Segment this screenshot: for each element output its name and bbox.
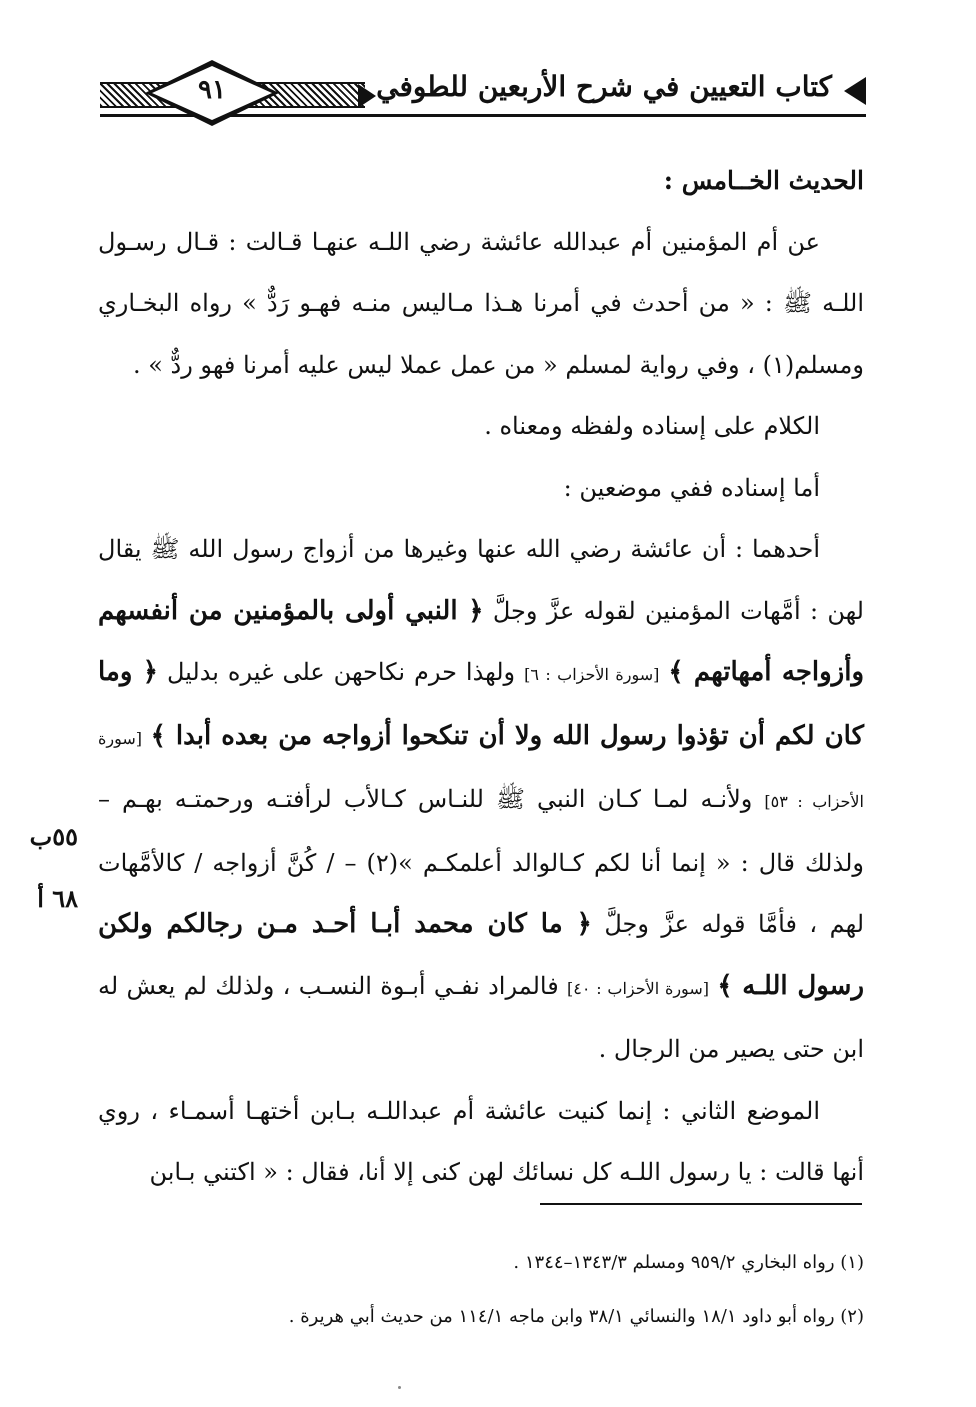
margin-manuscript-ref: ٦٨ أ	[37, 884, 78, 913]
footnotes	[150, 1236, 864, 1344]
footnote-item: (٢) رواه أبو داود ١٨/١ والنسائي ٣٨/١ وابن ماجه ١١٤/١ من حديث أبي هريرة .	[288, 1306, 864, 1327]
text-run: أحدهما : أن عائشة رضي الله عنها وغيرها من أزواج رسول الله ﷺ يقال لهن : أمَّهات المؤمنين لقوله عزَّ وجلَّ	[98, 535, 864, 625]
page-header	[100, 62, 866, 136]
quran-verse: ﴿ وما كان لكم أن تؤذوا رسول الله ولا أن تنكحوا أزواجه من بعده أبدا ﴾	[98, 657, 864, 751]
footnote-item: (١) رواه البخاري ٩٥٩/٢ ومسلم ١٣٤٣/٣–١٣٤٤ .	[513, 1252, 864, 1273]
header-band-arrow	[358, 84, 376, 108]
book-title: كتاب التعيين في شرح الأربعين للطوفي	[376, 70, 832, 103]
footnote-divider	[540, 1203, 862, 1205]
text-run: ولأنـه لمـا كـان النبي ﷺ للنـاس كـالأب لرأفتـه ورحمتـه بهـم – ولذلك قال : « إنما أنا لكم كـالوالد أعلمكـم »(٢) – / كُنَّ أزواجه / كالأمَّهات لهم ، فأمَّا قوله عزَّ وجلَّ	[98, 785, 865, 938]
quran-verse: ﴿ ما كان محمد أبـا أحـد مـن رجالكم ولكن رسول اللـه ﴾	[98, 909, 865, 1001]
text-run: فالمراد نفـي أبـوة النسـب ، ولذلك لم يعش له ابن حتى يصير من الرجال .	[98, 971, 864, 1063]
section-heading: الحديث الخــامس :	[663, 166, 864, 195]
paragraph-second-point: الموضع الثاني : إنما كنيت عائشة أم عبداللـه بـابن أختهـا أسمـاء ، روي أنها قالت : يا رسول اللـه كل نسائك لهن كنى إلا أنا، فقال : « اكتني بـابن	[98, 1096, 864, 1186]
margin-manuscript-ref: ٥٥ب	[29, 822, 78, 851]
paragraph-isnad-intro: أما إسناده ففي موضعين :	[563, 473, 820, 502]
verse-citation: [سورة الأحزاب : ٥٣]	[98, 728, 864, 811]
scan-speck	[398, 1386, 401, 1389]
page-number: ٩١	[198, 75, 226, 105]
header-arrow-ornament	[844, 77, 866, 105]
paragraph-first-point	[98, 519, 864, 1081]
paragraph-topics: الكلام على إسناده ولفظه ومعناه .	[484, 412, 820, 440]
verse-citation: [سورة الأحزاب : ٦]	[524, 665, 660, 684]
text-run: ولهذا حرم نكاحهن على غيره بدليل	[166, 658, 516, 686]
verse-citation: [سورة الأحزاب : ٤٠]	[567, 978, 709, 998]
quran-verse: ﴿ النبي أولى بالمؤمنين من أنفسهم وأزواجه أمهاتهم ﴾	[98, 595, 865, 687]
paragraph-hadith: عن أم المؤمنين أم عبدالله عائشة رضي اللـه عنهـا قـالت : قـال رسـول اللـه ﷺ : « من أحدث في أمرنا هـذا مـاليس منـه فهـو رَدٌّ » رواه البخـاري ومسلم(١) ، وفي رواية لمسلم « من عمل عملا ليس عليه أمرنا فهو ردٌّ » .	[98, 227, 864, 379]
main-text	[98, 150, 864, 1204]
